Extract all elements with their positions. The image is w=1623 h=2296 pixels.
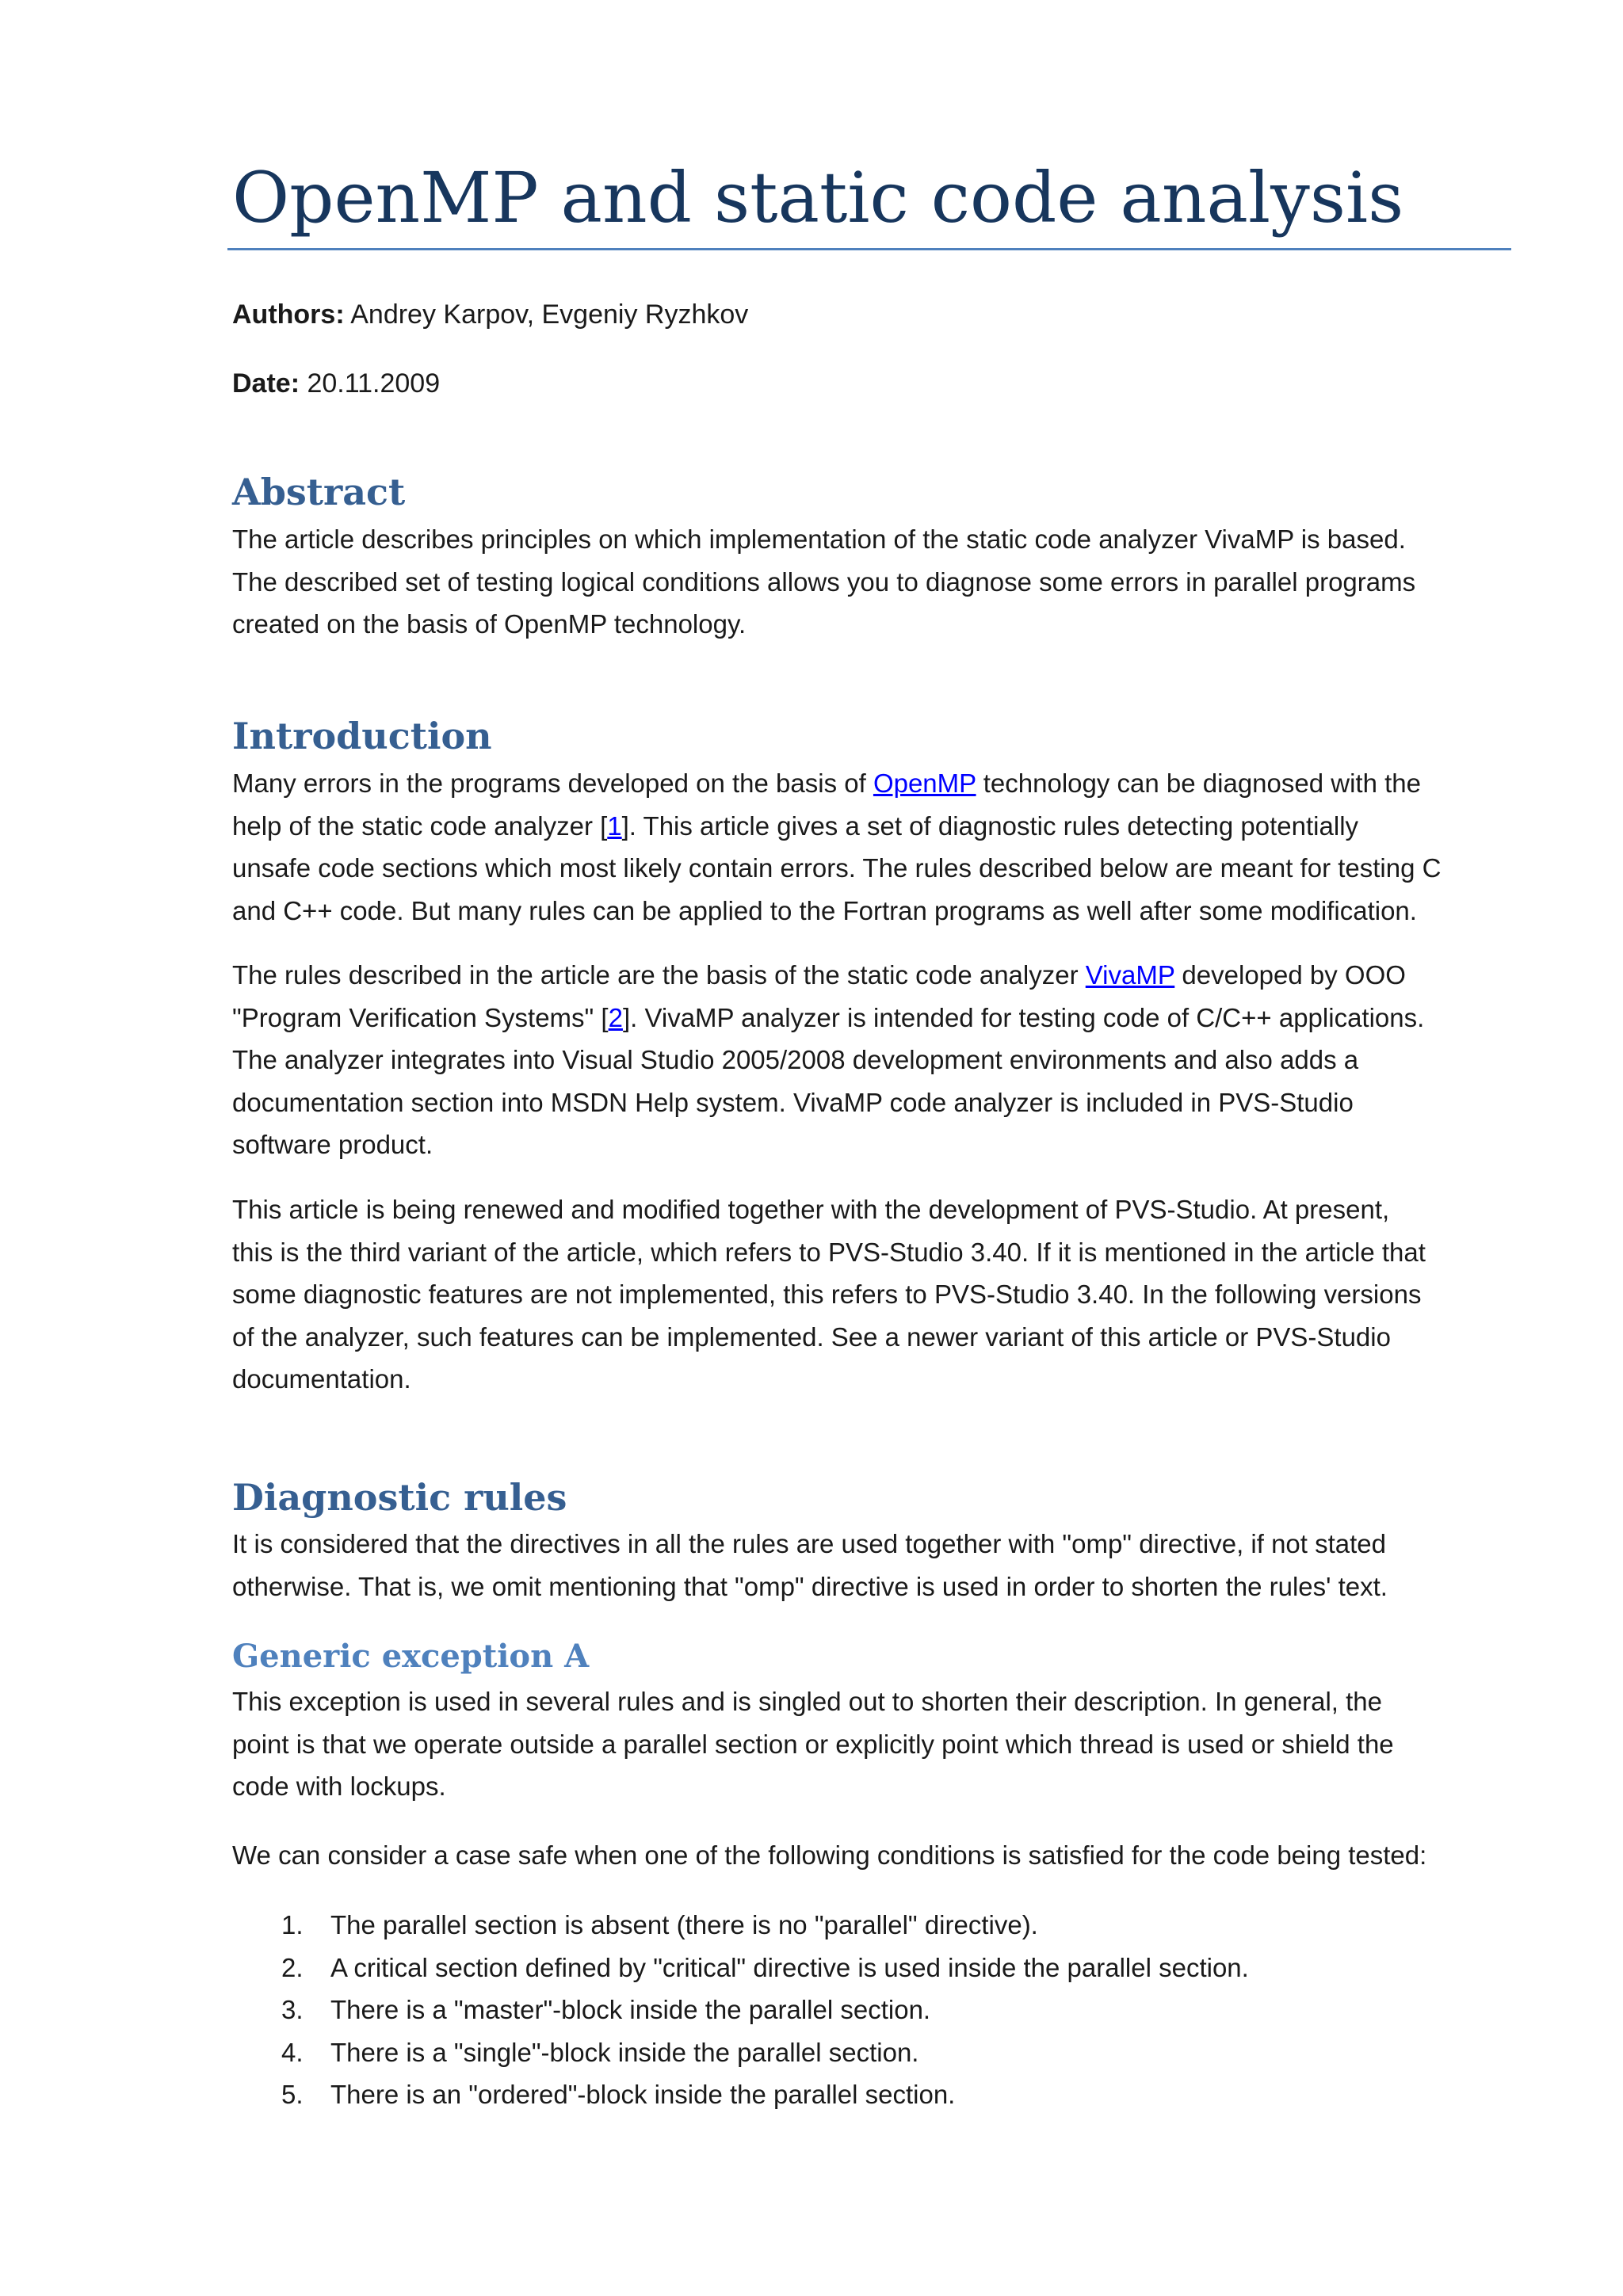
intro-p2-text: "Program Verification Systems" [: [232, 1002, 609, 1032]
list-item: [232, 1947, 1516, 1989]
generic-exception-paragraph-1: [232, 1680, 1516, 1808]
list-item: [232, 2031, 1516, 2074]
intro-p2-line: [232, 954, 1516, 997]
list-item-text: There is a "master"-block inside the parallel section.: [330, 1995, 931, 2025]
intro-p3-line: this is the third variant of the article, which refers to PVS-Studio 3.40. If it is mentioned in the article that: [232, 1237, 1426, 1267]
intro-p2-text: developed by OOO: [1174, 960, 1406, 990]
intro-p2-text: The rules described in the article are the basis of the static code analyzer: [232, 960, 1086, 990]
abstract-heading: Abstract: [232, 471, 406, 513]
list-item-text: There is a "single"-block inside the parallel section.: [330, 2037, 919, 2067]
list-item-number: 5.: [281, 2080, 304, 2110]
list-item-number: 2.: [281, 1952, 304, 1982]
generic-exception-line: code with lockups.: [232, 1772, 446, 1802]
openmp-link[interactable]: OpenMP: [873, 769, 976, 798]
intro-p1-text: Many errors in the programs developed on the basis of: [232, 769, 873, 798]
generic-exception-line: We can consider a case safe when one of the following conditions is satisfied for the code being tested:: [232, 1840, 1427, 1870]
authors-line: [232, 293, 748, 336]
intro-p2-text: ]. VivaMP analyzer is intended for testing code of C/C++ applications.: [622, 1002, 1425, 1032]
date-value: 20.11.2009: [307, 368, 441, 399]
date-line: [232, 362, 440, 405]
list-item-number: 3.: [281, 1995, 304, 2025]
intro-p3-line: documentation.: [232, 1364, 411, 1394]
authors-value: Andrey Karpov, Evgeniy Ryzhkov: [350, 299, 749, 330]
list-item-text: The parallel section is absent (there is no "parallel" directive).: [330, 1910, 1038, 1939]
diagnostic-rules-paragraph: [232, 1523, 1516, 1608]
title-underline: [227, 248, 1511, 250]
list-item-number: 1.: [281, 1910, 304, 1939]
intro-p2-line: The analyzer integrates into Visual Studio 2005/2008 development environments and also adds a: [232, 1045, 1359, 1075]
introduction-heading: Introduction: [232, 715, 492, 757]
list-item-number: 4.: [281, 2037, 304, 2067]
introduction-paragraph-3: [232, 1188, 1516, 1401]
list-item: [232, 2073, 1516, 2116]
safe-conditions-list: [232, 1904, 1516, 2116]
intro-p2-line: software product.: [232, 1130, 433, 1160]
generic-exception-paragraph-2: [232, 1834, 1516, 1877]
reference-2-link[interactable]: 2: [608, 1002, 623, 1032]
abstract-line: The article describes principles on which implementation of the static code analyzer VivaMP is based.: [232, 524, 1406, 554]
list-item: [232, 1989, 1516, 2031]
intro-p3-line: some diagnostic features are not implemented, this refers to PVS-Studio 3.40. In the following versions: [232, 1280, 1422, 1310]
date-label: Date:: [232, 368, 300, 399]
intro-p1-text: technology can be diagnosed with the: [976, 769, 1421, 798]
intro-p1-line: [232, 762, 1516, 805]
introduction-paragraph-1: [232, 762, 1516, 932]
intro-p1-line: and C++ code. But many rules can be applied to the Fortran programs as well after some modification.: [232, 895, 1417, 925]
intro-p3-line: of the analyzer, such features can be implemented. See a newer variant of this article or PVS-Studio: [232, 1322, 1391, 1352]
intro-p1-line: unsafe code sections which most likely contain errors. The rules described below are meant for testing C: [232, 853, 1442, 883]
diagnostic-rules-line: It is considered that the directives in all the rules are used together with "omp" directive, if not stated: [232, 1529, 1387, 1558]
intro-p1-text: ]. This article gives a set of diagnostic rules detecting potentially: [621, 810, 1359, 841]
diagnostic-rules-line: otherwise. That is, we omit mentioning that "omp" directive is used in order to shorten the rules' text.: [232, 1571, 1388, 1601]
list-item-text: There is an "ordered"-block inside the parallel section.: [330, 2080, 956, 2110]
intro-p3-line: This article is being renewed and modified together with the development of PVS-Studio. At present,: [232, 1195, 1390, 1224]
list-item: [232, 1904, 1516, 1947]
intro-p1-text: help of the static code analyzer [: [232, 810, 608, 841]
introduction-paragraph-2: [232, 954, 1516, 1166]
reference-1-link[interactable]: 1: [607, 810, 622, 841]
diagnostic-rules-heading: Diagnostic rules: [232, 1476, 567, 1519]
vivamp-link[interactable]: VivaMP: [1085, 960, 1175, 990]
list-item-text: A critical section defined by "critical" directive is used inside the parallel section.: [330, 1952, 1249, 1982]
abstract-paragraph: [232, 518, 1516, 646]
abstract-line: The described set of testing logical conditions allows you to diagnose some errors in parallel programs: [232, 566, 1416, 597]
document-title: OpenMP and static code analysis: [232, 157, 1404, 238]
generic-exception-line: This exception is used in several rules and is singled out to shorten their description. In general, the: [232, 1687, 1382, 1716]
abstract-line: created on the basis of OpenMP technology.: [232, 609, 747, 639]
intro-p2-line: [232, 997, 1516, 1039]
generic-exception-line: point is that we operate outside a parallel section or explicitly point which thread is used or shield the: [232, 1729, 1394, 1759]
intro-p2-line: documentation section into MSDN Help system. VivaMP code analyzer is included in PVS-Studio: [232, 1087, 1354, 1117]
authors-label: Authors:: [232, 299, 345, 330]
generic-exception-a-heading: Generic exception A: [232, 1638, 590, 1675]
intro-p1-line: [232, 805, 1516, 848]
